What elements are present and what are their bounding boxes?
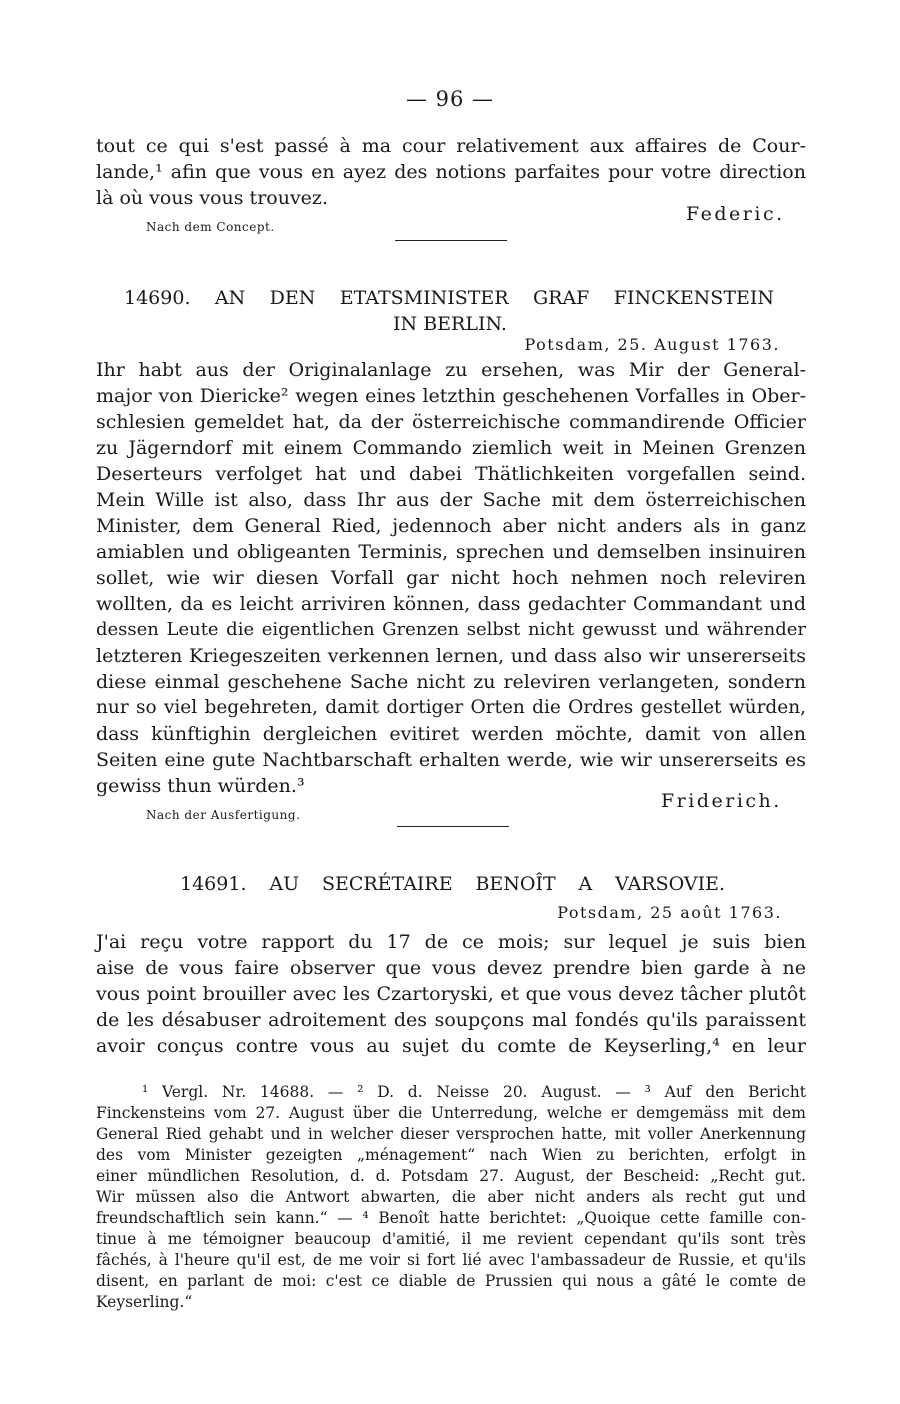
letter-heading: 14691. AU SECRÉTAIRE BENOÎT A VARSOVIE. <box>180 873 725 895</box>
footnote-line: des vom Minister gezeigten „ménagement“ nach Wien zu berichten, erfolgt in <box>96 1146 806 1164</box>
body-line: aise de vous faire observer que vous devez prendre bien garde à ne <box>96 957 806 979</box>
section-divider <box>395 240 507 241</box>
footnote-line: General Ried gehabt und in welcher dieser versprochen hatte, mit voller Anerkennung <box>96 1125 806 1143</box>
body-line: avoir conçus contre vous au sujet du comte de Keyserling,⁴ en leur <box>96 1035 806 1057</box>
body-line: dass künftighin dergleichen evitiret werden möchte, damit von allen <box>96 723 806 745</box>
body-line-last: gewiss thun würden.³ <box>96 775 305 797</box>
body-line: sollet, wie wir diesen Vorfall gar nicht hoch nehmen noch releviren <box>96 567 806 589</box>
footnote-line: freundschaftlich sein kann.“ — ⁴ Benoît hatte berichtet: „Quoique cette famille con- <box>96 1209 806 1227</box>
body-line-last: là où vous vous trouvez. <box>96 187 328 209</box>
source-note: Nach der Ausfertigung. <box>146 808 301 822</box>
footnote-line: Wir müssen also die Antwort abwarten, die aber nicht anders als recht gut und <box>96 1188 806 1206</box>
body-line: Deserteurs verfolget hat und dabei Thätlichkeiten vorgefallen seind. <box>96 463 806 485</box>
footnote-line: disent, en parlant de moi: c'est ce diable de Prussien qui nous a gâté le comte de <box>96 1272 806 1290</box>
source-note: Nach dem Concept. <box>146 220 275 234</box>
body-line: Mein Wille ist also, dass Ihr aus der Sache mit dem österreichischen <box>96 489 806 511</box>
section-divider <box>397 826 509 827</box>
footnote-line: Finckensteins vom 27. August über die Unterredung, welche er demgemäss mit dem <box>96 1104 806 1122</box>
body-line: tout ce qui s'est passé à ma cour relativement aux affaires de Cour- <box>96 135 806 157</box>
body-line: dessen Leute die eigentlichen Grenzen selbst nicht gewusst und währender <box>96 619 806 640</box>
body-line: zu Jägerndorf mit einem Commando ziemlich weit in Meinen Grenzen <box>96 437 806 459</box>
body-line: amiablen und obligeanten Terminis, sprechen und demselben insinuiren <box>96 541 806 563</box>
place-date: Potsdam, 25. August 1763. <box>524 335 780 354</box>
letter-heading-cont: IN BERLIN. <box>393 313 507 335</box>
footnote-line: ¹ Vergl. Nr. 14688. — ² D. d. Neisse 20. August. — ³ Auf den Bericht <box>142 1083 806 1101</box>
page-number: — 96 — <box>405 87 495 111</box>
signature: Friderich. <box>661 790 782 812</box>
body-line: letzteren Kriegeszeiten verkennen lernen, und dass also wir unsererseits <box>96 645 806 667</box>
footnote-line: fâchés, à l'heure qu'il est, de me voir si fort lié avec l'ambassadeur de Russie, et qu'ils <box>96 1251 806 1269</box>
body-line: schlesien gemeldet hat, da der österreichische commandirende Officier <box>96 411 806 433</box>
body-line: Ihr habt aus der Originalanlage zu ersehen, was Mir der General- <box>96 359 806 381</box>
body-line: de les désabuser adroitement des soupçons mal fondés qu'ils paraissent <box>96 1009 806 1031</box>
signature: Federic. <box>686 203 785 225</box>
footnote-line-last: Keyserling.“ <box>96 1293 193 1311</box>
body-line: nur so viel begehreten, damit dortiger Orten die Ordres gestellet würden, <box>96 697 806 718</box>
place-date: Potsdam, 25 août 1763. <box>557 903 782 922</box>
letter-heading: 14690. AN DEN ETATSMINISTER GRAF FINCKENSTEIN <box>124 287 774 309</box>
body-line: lande,¹ afin que vous en ayez des notions parfaites pour votre direction <box>96 161 806 183</box>
body-line: wollten, da es leicht arriviren können, dass gedachter Commandant und <box>96 593 806 615</box>
footnote-line: einer mündlichen Resolution, d. d. Potsdam 27. August, der Bescheid: „Recht gut. <box>96 1167 806 1185</box>
body-line: diese einmal geschehene Sache nicht zu releviren verlangeten, sondern <box>96 671 806 693</box>
body-line: J'ai reçu votre rapport du 17 de ce mois; sur lequel je suis bien <box>96 931 806 953</box>
body-line: Seiten eine gute Nachtbarschaft erhalten werde, wie wir unsererseits es <box>96 749 806 771</box>
body-line: major von Diericke² wegen eines letzthin geschehenen Vorfalles in Ober- <box>96 385 806 407</box>
body-line: vous point brouiller avec les Czartoryski, et que vous devez tâcher plutôt <box>96 983 806 1005</box>
footnote-line: tinue à me témoigner beaucoup d'amitié, il me revient cependant qu'ils sont très <box>96 1230 806 1248</box>
body-line: Minister, dem General Ried, jedennoch aber nicht anders als in ganz <box>96 515 806 537</box>
